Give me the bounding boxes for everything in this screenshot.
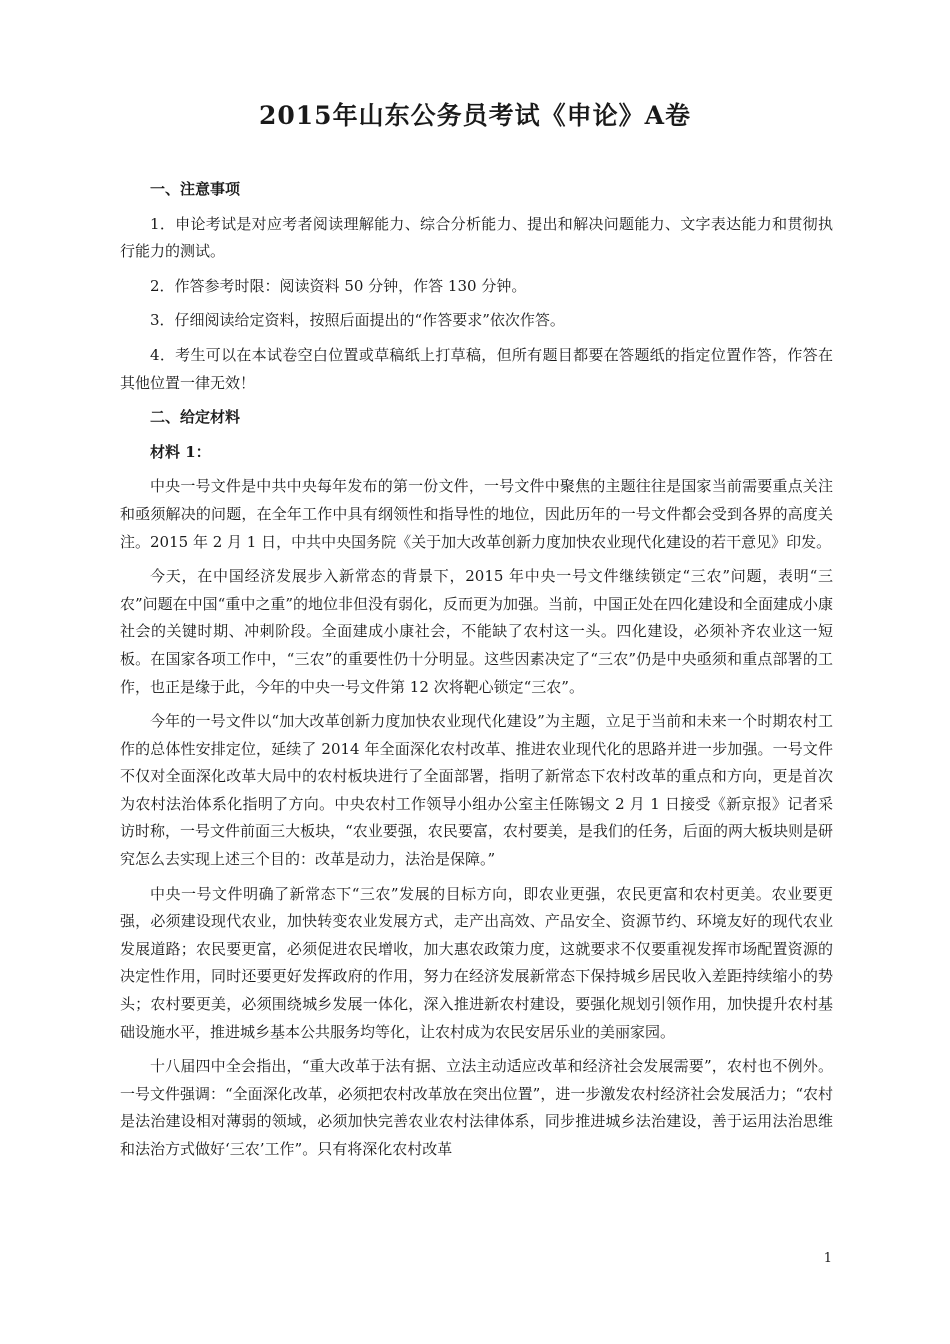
notice-item-2: 2．作答参考时限：阅读资料 50 分钟，作答 130 分钟。 — [150, 276, 527, 295]
material-paragraph-3: 今年的一号文件以“加大改革创新力度加快农业现代化建设”为主题，立足于当前和未来一个时期农村工作的总体性安排定位，延续了 2014 年全面深化农村改革、推进农业现代化的思路并进一步加强。一号文件不仅对全面深化改革大局中的农村板块进行了全面部署，指明了新常态下农村改革的重点和方向，更是首次为农村法治体系化指明了方向。中央农村工作领导小组办公室主任陈锡文 2 月 1 日接受《新京报》记者采访时称，一号文件前面三大板块，“农业要强，农民要富，农村要美，是我们的任务，后面的两大板块则是研究怎么去实现上述三个目的：改革是动力，法治是保障。” — [120, 712, 833, 869]
notice-item-4: 4．考生可以在本试卷空白位置或草稿纸上打草稿，但所有题目都要在答题纸的指定位置作答，作答在其他位置一律无效！ — [120, 345, 833, 392]
section-heading-notice: 一、注意事项 — [150, 180, 241, 198]
document-body — [120, 176, 833, 1171]
material-paragraph-5: 十八届四中全会指出，“重大改革于法有据、立法主动适应改革和经济社会发展需要”，农村也不例外。一号文件强调：“全面深化改革，必须把农村改革放在突出位置”，进一步激发农村经济社会发展活力；“农村是法治建设相对薄弱的领域，必须加快完善农业农村法律体系，同步推进城乡法治建设，善于运用法治思维和法治方式做好‘三农’工作”。只有将深化农村改革 — [120, 1057, 834, 1158]
notice-item-3: 3．仔细阅读给定资料，按照后面提出的“作答要求”依次作答。 — [150, 311, 565, 330]
material-label: 材料 1： — [150, 442, 211, 461]
material-paragraph-1: 中央一号文件是中共中央每年发布的第一份文件，一号文件中聚焦的主题往往是国家当前需要重点关注和亟须解决的问题，在全年工作中具有纲领性和指导性的地位，因此历年的一号文件都会受到各界的高度关注。2015 年 2 月 1 日，中共中央国务院《关于加大改革创新力度加快农业现代化建设的若干意见》印发。 — [120, 477, 833, 551]
page-number: 1 — [823, 1251, 832, 1266]
document-title: 2015年山东公务员考试《申论》A卷 — [259, 101, 691, 130]
material-paragraph-2: 今天，在中国经济发展步入新常态的背景下，2015 年中央一号文件继续锁定“三农”问题，表明“三农”问题在中国“重中之重”的地位非但没有弱化，反而更为加强。当前，中国正处在四化建设和全面建成小康社会的关键时期、冲刺阶段。全面建成小康社会，不能缺了农村这一头。四化建设，必须补齐农业这一短板。在国家各项工作中，“三农”的重要性仍十分明显。这些因素决定了“三农”仍是中央亟须和重点部署的工作，也正是缘于此，今年的中央一号文件第 12 次将靶心锁定“三农”。 — [120, 567, 834, 696]
section-heading-materials: 二、给定材料 — [150, 408, 241, 427]
notice-item-1: 1．申论考试是对应考者阅读理解能力、综合分析能力、提出和解决问题能力、文字表达能力和贯彻执行能力的测试。 — [120, 214, 833, 261]
material-paragraph-4: 中央一号文件明确了新常态下“三农”发展的目标方向，即农业更强，农民更富和农村更美。农业要更强，必须建设现代农业，加快转变农业发展方式，走产出高效、产品安全、资源节约、环境友好的现代农业发展道路；农民要更富，必须促进农民增收，加大惠农政策力度，这就要求不仅要重视发挥市场配置资源的决定性作用，同时还要更好发挥政府的作用，努力在经济发展新常态下保持城乡居民收入差距持续缩小的势头；农村要更美，必须围绕城乡发展一体化，深入推进新农村建设，要强化规划引领作用，加快提升农村基础设施水平，推进城乡基本公共服务均等化，让农村成为农民安居乐业的美丽家园。 — [120, 884, 833, 1041]
